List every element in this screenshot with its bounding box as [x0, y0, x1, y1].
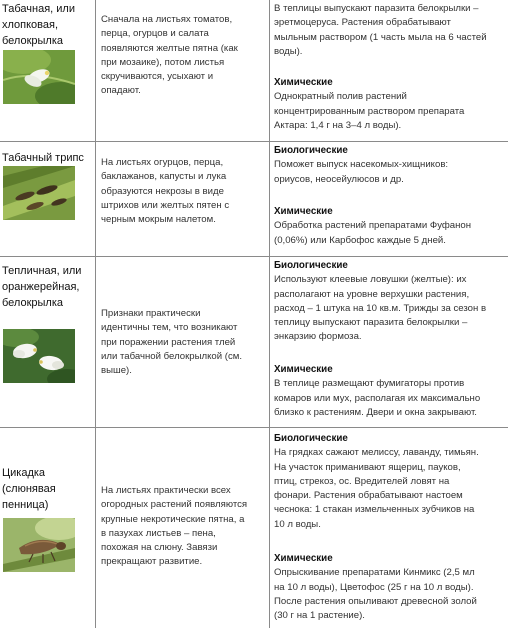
symptom-line: скручиваются, усыхают и — [101, 71, 214, 83]
method-line: Поможет выпуск насекомых-хищников: — [274, 159, 449, 171]
biological-section — [274, 144, 506, 187]
pest-name-line: белокрылка — [2, 297, 64, 309]
pest-name-line: Табачный трипс — [2, 152, 84, 164]
chemical-section — [274, 205, 506, 248]
method-line: Однократный полив растений — [274, 91, 407, 103]
symptom-line: крупные некротические пятна, а — [101, 513, 245, 525]
table-row — [0, 0, 508, 142]
section-heading: Химические — [274, 553, 333, 564]
method-line: 10 л воды. — [274, 518, 321, 530]
control-methods-cell — [270, 428, 508, 628]
symptom-line: штрихов или желтых пятен с — [101, 199, 230, 211]
method-line: располагают на уровне верхушки растения, — [274, 288, 470, 300]
pest-name-line: оранжерейная, — [2, 281, 80, 293]
table-row — [0, 257, 508, 428]
pest-name-line: Цикадка — [2, 467, 46, 479]
symptom-line: огородных растений появляются — [101, 499, 248, 511]
method-line: Опрыскивание препаратами Кинмикс (2,5 мл — [274, 567, 475, 579]
section-heading: Химические — [274, 206, 333, 217]
pest-name-cell — [0, 257, 96, 427]
biological-section — [274, 2, 506, 59]
symptom-line: в пазухах листьев – пена, — [101, 527, 216, 539]
symptom-line: баклажанов, капусты и лука — [101, 171, 227, 183]
pest-name-line: Табачная, или — [2, 3, 75, 15]
method-line: птиц, стрекоз, ос. Вредителей ловят на — [274, 475, 450, 487]
method-line: расход – 1 штука на 10 кв.м. Трижды за сезон в — [274, 302, 487, 314]
whitefly-photo — [3, 50, 75, 104]
symptoms-text — [101, 484, 263, 570]
symptoms-cell — [96, 257, 270, 427]
symptom-line: перца, огурцов и салата — [101, 28, 209, 40]
method-line: на 10 л воды), Цветофос (25 г на 10 л воды). — [274, 581, 474, 593]
section-heading: Химические — [274, 364, 333, 375]
pest-name-line: пенница) — [2, 499, 49, 511]
leafhopper-photo — [3, 518, 75, 572]
greenhouse-whitefly-photo — [3, 329, 75, 383]
method-line: комаров или мух, располагая их максимально — [274, 392, 481, 404]
method-line: ориусов, неосейулюсов и др. — [274, 173, 404, 185]
symptom-line: Сначала на листьях томатов, — [101, 14, 233, 25]
pest-name-line: белокрылка — [2, 35, 64, 47]
method-line: энкарзию формоза. — [274, 331, 362, 343]
method-line: близко к растениям. Двери и окна закрывают. — [274, 406, 477, 418]
method-line: На грядках сажают мелиссу, лаванду, тимьян. — [274, 447, 479, 459]
method-line: В теплицы выпускают паразита белокрылки – — [274, 3, 479, 14]
biological-section — [274, 432, 506, 532]
method-line: фонари. Растения обрабатывают настоем — [274, 490, 463, 502]
pest-name-line: Тепличная, или — [2, 265, 82, 277]
method-line: На участок приманивают ящериц, пауков, — [274, 461, 461, 473]
method-line: (30 г на 1 растение). — [274, 610, 365, 622]
symptom-line: идентичны тем, что возникают — [101, 322, 238, 334]
symptom-line: опадают. — [101, 85, 141, 97]
pest-name — [2, 465, 56, 513]
method-line: эретмоцеруса. Растения обрабатывают — [274, 17, 451, 29]
symptom-line: выше). — [101, 365, 132, 377]
symptoms-text — [101, 156, 263, 227]
symptoms-cell — [96, 428, 270, 628]
chemical-section — [274, 363, 506, 420]
pest-name-line: (слюнявая — [2, 483, 56, 495]
symptoms-cell — [96, 0, 270, 141]
symptom-line: Признаки практически — [101, 308, 201, 319]
symptoms-text — [101, 13, 263, 99]
method-line: мыльным раствором (1 часть мыла на 6 частей — [274, 31, 487, 43]
pest-name — [2, 1, 75, 49]
section-heading: Биологические — [274, 433, 348, 444]
table-row — [0, 142, 508, 257]
pest-name-cell — [0, 428, 96, 628]
method-line: чеснока: 1 стакан измельченных зубчиков на — [274, 504, 475, 516]
symptom-line: На листьях практически всех — [101, 485, 231, 496]
pest-name-cell — [0, 0, 96, 141]
section-heading: Химические — [274, 77, 333, 88]
biological-section — [274, 259, 506, 345]
symptom-line: образуются некрозы в виде — [101, 185, 224, 197]
method-line: В теплице размещают фумигаторы против — [274, 378, 465, 390]
method-line: Обработка растений препаратами Фуфанон — [274, 220, 472, 232]
chemical-section — [274, 552, 506, 623]
symptom-line: при мозаике), потом листья — [101, 56, 225, 68]
control-methods-cell — [270, 142, 508, 256]
pest-name — [2, 263, 81, 311]
method-line: Актара: 1,4 г на 3–4 л воды). — [274, 119, 402, 131]
symptoms-cell — [96, 142, 270, 256]
symptom-line: прекращают развитие. — [101, 556, 203, 568]
method-line: Используют клеевые ловушки (желтые): их — [274, 274, 467, 286]
control-methods-cell — [270, 257, 508, 427]
section-heading: Биологические — [274, 145, 348, 156]
symptom-line: появляются желтые пятна (как — [101, 42, 238, 54]
symptom-line: при поражении растения тлей — [101, 336, 236, 348]
symptom-line: похожая на слюну. Завязи — [101, 542, 218, 554]
pest-name-cell — [0, 142, 96, 256]
method-line: воды). — [274, 45, 303, 57]
pest-name — [2, 150, 84, 166]
method-line: теплицу выпускают паразита белокрылки – — [274, 317, 468, 329]
method-line: (0,06%) или Карбофос каждые 5 дней. — [274, 234, 446, 246]
symptom-line: На листьях огурцов, перца, — [101, 157, 224, 168]
section-heading: Биологические — [274, 260, 348, 271]
chemical-section — [274, 76, 506, 133]
thrips-photo — [3, 166, 75, 220]
method-line: После растения опыливают древесной золой — [274, 595, 477, 607]
symptom-line: черным мокрым налетом. — [101, 214, 216, 226]
pest-name-line: хлопковая, — [2, 19, 59, 31]
table-row — [0, 428, 508, 628]
control-methods-cell — [270, 0, 508, 141]
symptoms-text — [101, 307, 263, 378]
symptom-line: или табачной белокрылкой (см. — [101, 350, 243, 362]
method-line: концентрированным раствором препарата — [274, 105, 465, 117]
